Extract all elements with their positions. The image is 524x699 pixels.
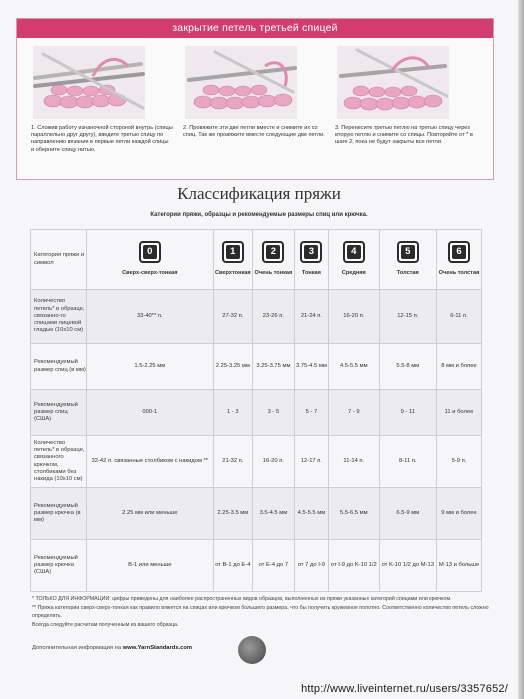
table-cell: 23-26 п. bbox=[253, 290, 295, 344]
yarn-ball-logo-icon bbox=[238, 636, 266, 664]
table-row bbox=[31, 344, 482, 390]
knitting-illustration-icon bbox=[185, 46, 297, 119]
yarn-weight-4-icon: 4 bbox=[343, 241, 365, 263]
yarn-weight-0-icon: 0 bbox=[139, 241, 161, 263]
table-cell: 11 и более bbox=[437, 390, 482, 436]
table-cell: 1 - 3 bbox=[213, 390, 252, 436]
table-cell: 5 - 7 bbox=[294, 390, 328, 436]
table-cell: 5.5-6.5 мм bbox=[329, 488, 380, 540]
knitting-illustration-icon bbox=[337, 46, 449, 119]
row-label: Количество петель* в образце, связанно-го спицами лицевой гладью (10x10 см) bbox=[31, 290, 87, 344]
table-cell: 3.5-4.5 мм bbox=[253, 488, 295, 540]
footnote: ** Пряжа категории сверх-сверх-тонкая как правило вяжется на спицах или крючком большего размера, что бы получить кружевное полотно. Соответственно количество петель сложно определить. bbox=[32, 605, 489, 619]
table-cell: 9 - 11 bbox=[379, 390, 436, 436]
tutorial-panel bbox=[16, 18, 494, 180]
table-header-row bbox=[31, 230, 482, 290]
yarn-weight-6-icon: 6 bbox=[448, 241, 470, 263]
row-label: Количество петель* в образце, связанного крючком, столбиками без накида (10x10 см) bbox=[31, 436, 87, 488]
table-cell: 16-20 п. bbox=[253, 436, 295, 488]
table-row bbox=[31, 540, 482, 592]
table-cell: 7 - 9 bbox=[329, 390, 380, 436]
table-cell: от K-10 1/2 до M-13 bbox=[379, 540, 436, 592]
step-caption: 3. Перенесите третью петлю на третью спицу через вторую петлю и снимите со спицы. Повторяйте от * в шаге 2, пока не будут закрыты все петли. bbox=[335, 125, 473, 146]
more-info-text: Дополнительная информация на bbox=[32, 645, 122, 651]
tutorial-step-3 bbox=[335, 46, 485, 154]
table-cell: 4.5-5.5 мм bbox=[294, 488, 328, 540]
table-cell: 8 мм и более bbox=[437, 344, 482, 390]
step-caption: 2. Провяжите эти две петли вместе и снимите их со спиц. Так же провяжите вместе следующие две петли. bbox=[183, 125, 325, 139]
tutorial-step-1 bbox=[31, 46, 181, 154]
table-cell: 12-15 п. bbox=[379, 290, 436, 344]
category-1: 1 Сверхтонкая bbox=[213, 230, 252, 290]
table-cell: 32-42 п. связанные столбиком с накидом ** bbox=[87, 436, 214, 488]
row-label: Рекомендуемый размер спиц (США) bbox=[31, 390, 87, 436]
table-cell: 5-9 п. bbox=[437, 436, 482, 488]
row-label: Рекомендуемый размер спиц (в мм) bbox=[31, 344, 87, 390]
table-cell: 3 - 5 bbox=[253, 390, 295, 436]
table-cell: от 7 до I-9 bbox=[294, 540, 328, 592]
footnotes bbox=[32, 596, 492, 632]
table-cell: 27-32 п. bbox=[213, 290, 252, 344]
table-cell: 4.5-5.5 мм bbox=[329, 344, 380, 390]
knitting-illustration-icon bbox=[33, 46, 145, 119]
category-0: 0 Сверх-сверх-тонкая bbox=[87, 230, 214, 290]
table-cell: M-13 и больше bbox=[437, 540, 482, 592]
table-cell: 8-11 п. bbox=[379, 436, 436, 488]
yarn-weight-3-icon: 3 bbox=[300, 241, 322, 263]
yarn-weight-1-icon: 1 bbox=[222, 241, 244, 263]
yarn-weight-2-icon: 2 bbox=[262, 241, 284, 263]
table-cell: 21-32 п. bbox=[213, 436, 252, 488]
table-cell: 2.25-3.25 мм bbox=[213, 344, 252, 390]
header-label: Категория пряжи и символ bbox=[31, 230, 87, 290]
row-label: Рекомендуемый размер крючка (США) bbox=[31, 540, 87, 592]
table-cell: 5.5-8 мм bbox=[379, 344, 436, 390]
category-2: 2 Очень тонкая bbox=[253, 230, 295, 290]
tutorial-step-2 bbox=[183, 46, 333, 154]
table-cell: 33-40** п. bbox=[87, 290, 214, 344]
table-row bbox=[31, 436, 482, 488]
yarn-weight-5-icon: 5 bbox=[397, 241, 419, 263]
row-label: Рекомендуемый размер крючка (в мм) bbox=[31, 488, 87, 540]
table-cell: 000-1 bbox=[87, 390, 214, 436]
more-info-line bbox=[32, 645, 192, 651]
table-row bbox=[31, 488, 482, 540]
table-row bbox=[31, 290, 482, 344]
category-6: 6 Очень толстая bbox=[437, 230, 482, 290]
tutorial-header: закрытие петель третьей спицей bbox=[17, 19, 493, 38]
table-cell: 1.5-2.25 мм bbox=[87, 344, 214, 390]
yarn-classification-table bbox=[30, 229, 482, 592]
table-cell: 21-24 п. bbox=[294, 290, 328, 344]
table-cell: 3.75-4.5 мм bbox=[294, 344, 328, 390]
page-spine bbox=[518, 0, 524, 699]
yarnstandards-link[interactable]: www.YarnStandards.com bbox=[122, 645, 193, 651]
table-cell: 11-14 п. bbox=[329, 436, 380, 488]
table-cell: 12-17 п. bbox=[294, 436, 328, 488]
table-cell: от E-4 до 7 bbox=[253, 540, 295, 592]
category-5: 5 Толстая bbox=[379, 230, 436, 290]
table-cell: 2.25-3.5 мм bbox=[213, 488, 252, 540]
category-4: 4 Средняя bbox=[329, 230, 380, 290]
category-3: 3 Тонкая bbox=[294, 230, 328, 290]
table-cell: 6.5-9 мм bbox=[379, 488, 436, 540]
footnote: Всегда следуйте расчетам полученным из вашего образца. bbox=[32, 622, 179, 629]
table-row bbox=[31, 390, 482, 436]
watermark: http://www.liveinternet.ru/users/3357652/ bbox=[301, 683, 508, 695]
table-cell: от B-1 до E-4 bbox=[213, 540, 252, 592]
footnote: * ТОЛЬКО ДЛЯ ИНФОРМАЦИИ: цифры приведены для наиболее распространенных видов образцов, выполненных из пряжи указанных категорий спицами или крючком. bbox=[32, 596, 452, 602]
table-cell: 9 мм и более bbox=[437, 488, 482, 540]
table-cell: 3.25-3.75 мм bbox=[253, 344, 295, 390]
classification-title: Классификация пряжи bbox=[177, 184, 341, 203]
table-cell: B-1 или меньше bbox=[87, 540, 214, 592]
table-cell: от I-9 до K-10 1/2 bbox=[329, 540, 380, 592]
table-cell: 6-11 п. bbox=[437, 290, 482, 344]
step-caption: 1. Сложив работу изнаночной стороной внутрь (спицы параллельно друг другу), введите третью спицу по направлению вязания в первые петли каждой спицы и оберните спицу нитью. bbox=[31, 125, 173, 153]
table-cell: 16-20 п. bbox=[329, 290, 380, 344]
table-cell: 2.25 мм или меньше bbox=[87, 488, 214, 540]
classification-subtitle: Категории пряжи, образцы и рекомендуемые размеры спиц или крючка. bbox=[150, 212, 368, 218]
